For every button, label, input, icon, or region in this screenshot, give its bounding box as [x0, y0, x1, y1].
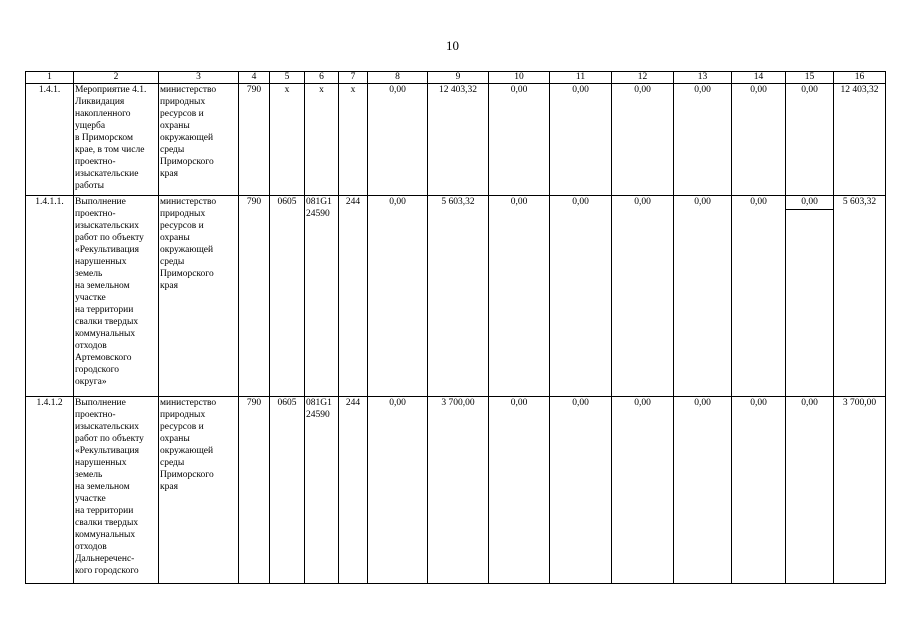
header-cell: 16 [834, 72, 886, 84]
header-cell: 6 [305, 72, 339, 84]
header-cell: 13 [674, 72, 732, 84]
amount-cell: 0,00 [368, 397, 428, 584]
amount-cell: 0,00 [732, 196, 786, 397]
amount-cell: 0,00 [612, 397, 674, 584]
measure-name: Выполнение проектно- изыскательских работ по объекту «Рекультивация нарушенных земель на земельном участке на территории свалки твердых коммунальных отходов Дальнереченс- кого городского [74, 397, 159, 584]
total-cell: 12 403,32 [834, 84, 886, 196]
expense-type: 244 [339, 397, 368, 584]
amount-cell: 0,00 [674, 397, 732, 584]
amount-cell: 5 603,32 [428, 196, 489, 397]
header-cell: 10 [489, 72, 550, 84]
header-cell: 7 [339, 72, 368, 84]
row-code: 1.4.1.2 [26, 397, 74, 584]
grbs-code: 790 [239, 196, 270, 397]
amount-cell: 0,00 [786, 397, 834, 584]
amount-cell-inner [787, 196, 832, 396]
amount-cell: 0,00 [550, 196, 612, 397]
header-cell: 9 [428, 72, 489, 84]
amount-cell: 0,00 [550, 397, 612, 584]
amount-cell: 0,00 [674, 196, 732, 397]
row-code: 1.4.1. [26, 84, 74, 196]
amount-cell: 0,00 [612, 196, 674, 397]
executor: министерство природных ресурсов и охраны окружающей среды Приморского края [159, 196, 239, 397]
header-cell: 4 [239, 72, 270, 84]
target-article: 081G1 24590 [305, 397, 339, 584]
amount-cell [786, 196, 834, 397]
target-article: 081G1 24590 [305, 196, 339, 397]
amount-value: 0,00 [801, 197, 818, 207]
section-code: 0605 [270, 397, 305, 584]
amount-cell: 0,00 [612, 84, 674, 196]
expense-type: x [339, 84, 368, 196]
row-code: 1.4.1.1. [26, 196, 74, 397]
amount-cell: 0,00 [368, 196, 428, 397]
amount-cell: 0,00 [489, 196, 550, 397]
header-cell: 12 [612, 72, 674, 84]
header-cell: 14 [732, 72, 786, 84]
executor: министерство природных ресурсов и охраны окружающей среды Приморского края [159, 397, 239, 584]
amount-cell: 0,00 [732, 84, 786, 196]
section-code: x [270, 84, 305, 196]
amount-cell: 0,00 [732, 397, 786, 584]
header-cell: 5 [270, 72, 305, 84]
amount-cell: 0,00 [550, 84, 612, 196]
executor: министерство природных ресурсов и охраны окружающей среды Приморского края [159, 84, 239, 196]
header-cell: 3 [159, 72, 239, 84]
header-cell: 1 [26, 72, 74, 84]
budget-table [25, 71, 886, 584]
target-article: x [305, 84, 339, 196]
amount-cell: 3 700,00 [428, 397, 489, 584]
column-number-row [26, 72, 886, 84]
amount-cell: 12 403,32 [428, 84, 489, 196]
amount-cell: 0,00 [489, 397, 550, 584]
page-number: 10 [446, 38, 459, 53]
amount-cell: 0,00 [786, 84, 834, 196]
header-cell: 8 [368, 72, 428, 84]
table-row [26, 84, 886, 196]
measure-name: Мероприятие 4.1. Ликвидация накопленного ущерба в Приморском крае, в том числе проектно- изыскательские работы [74, 84, 159, 196]
amount-cell: 0,00 [368, 84, 428, 196]
table-row [26, 397, 886, 584]
header-cell: 11 [550, 72, 612, 84]
grbs-code: 790 [239, 84, 270, 196]
header-cell: 2 [74, 72, 159, 84]
total-cell: 3 700,00 [834, 397, 886, 584]
amount-cell: 0,00 [674, 84, 732, 196]
total-cell: 5 603,32 [834, 196, 886, 397]
cell-divider [786, 209, 833, 210]
header-cell: 15 [786, 72, 834, 84]
measure-name: Выполнение проектно- изыскательских работ по объекту «Рекультивация нарушенных земель на земельном участке на территории свалки твердых коммунальных отходов Артемовского городского округа» [74, 196, 159, 397]
expense-type: 244 [339, 196, 368, 397]
table-row [26, 196, 886, 397]
amount-cell: 0,00 [489, 84, 550, 196]
section-code: 0605 [270, 196, 305, 397]
grbs-code: 790 [239, 397, 270, 584]
